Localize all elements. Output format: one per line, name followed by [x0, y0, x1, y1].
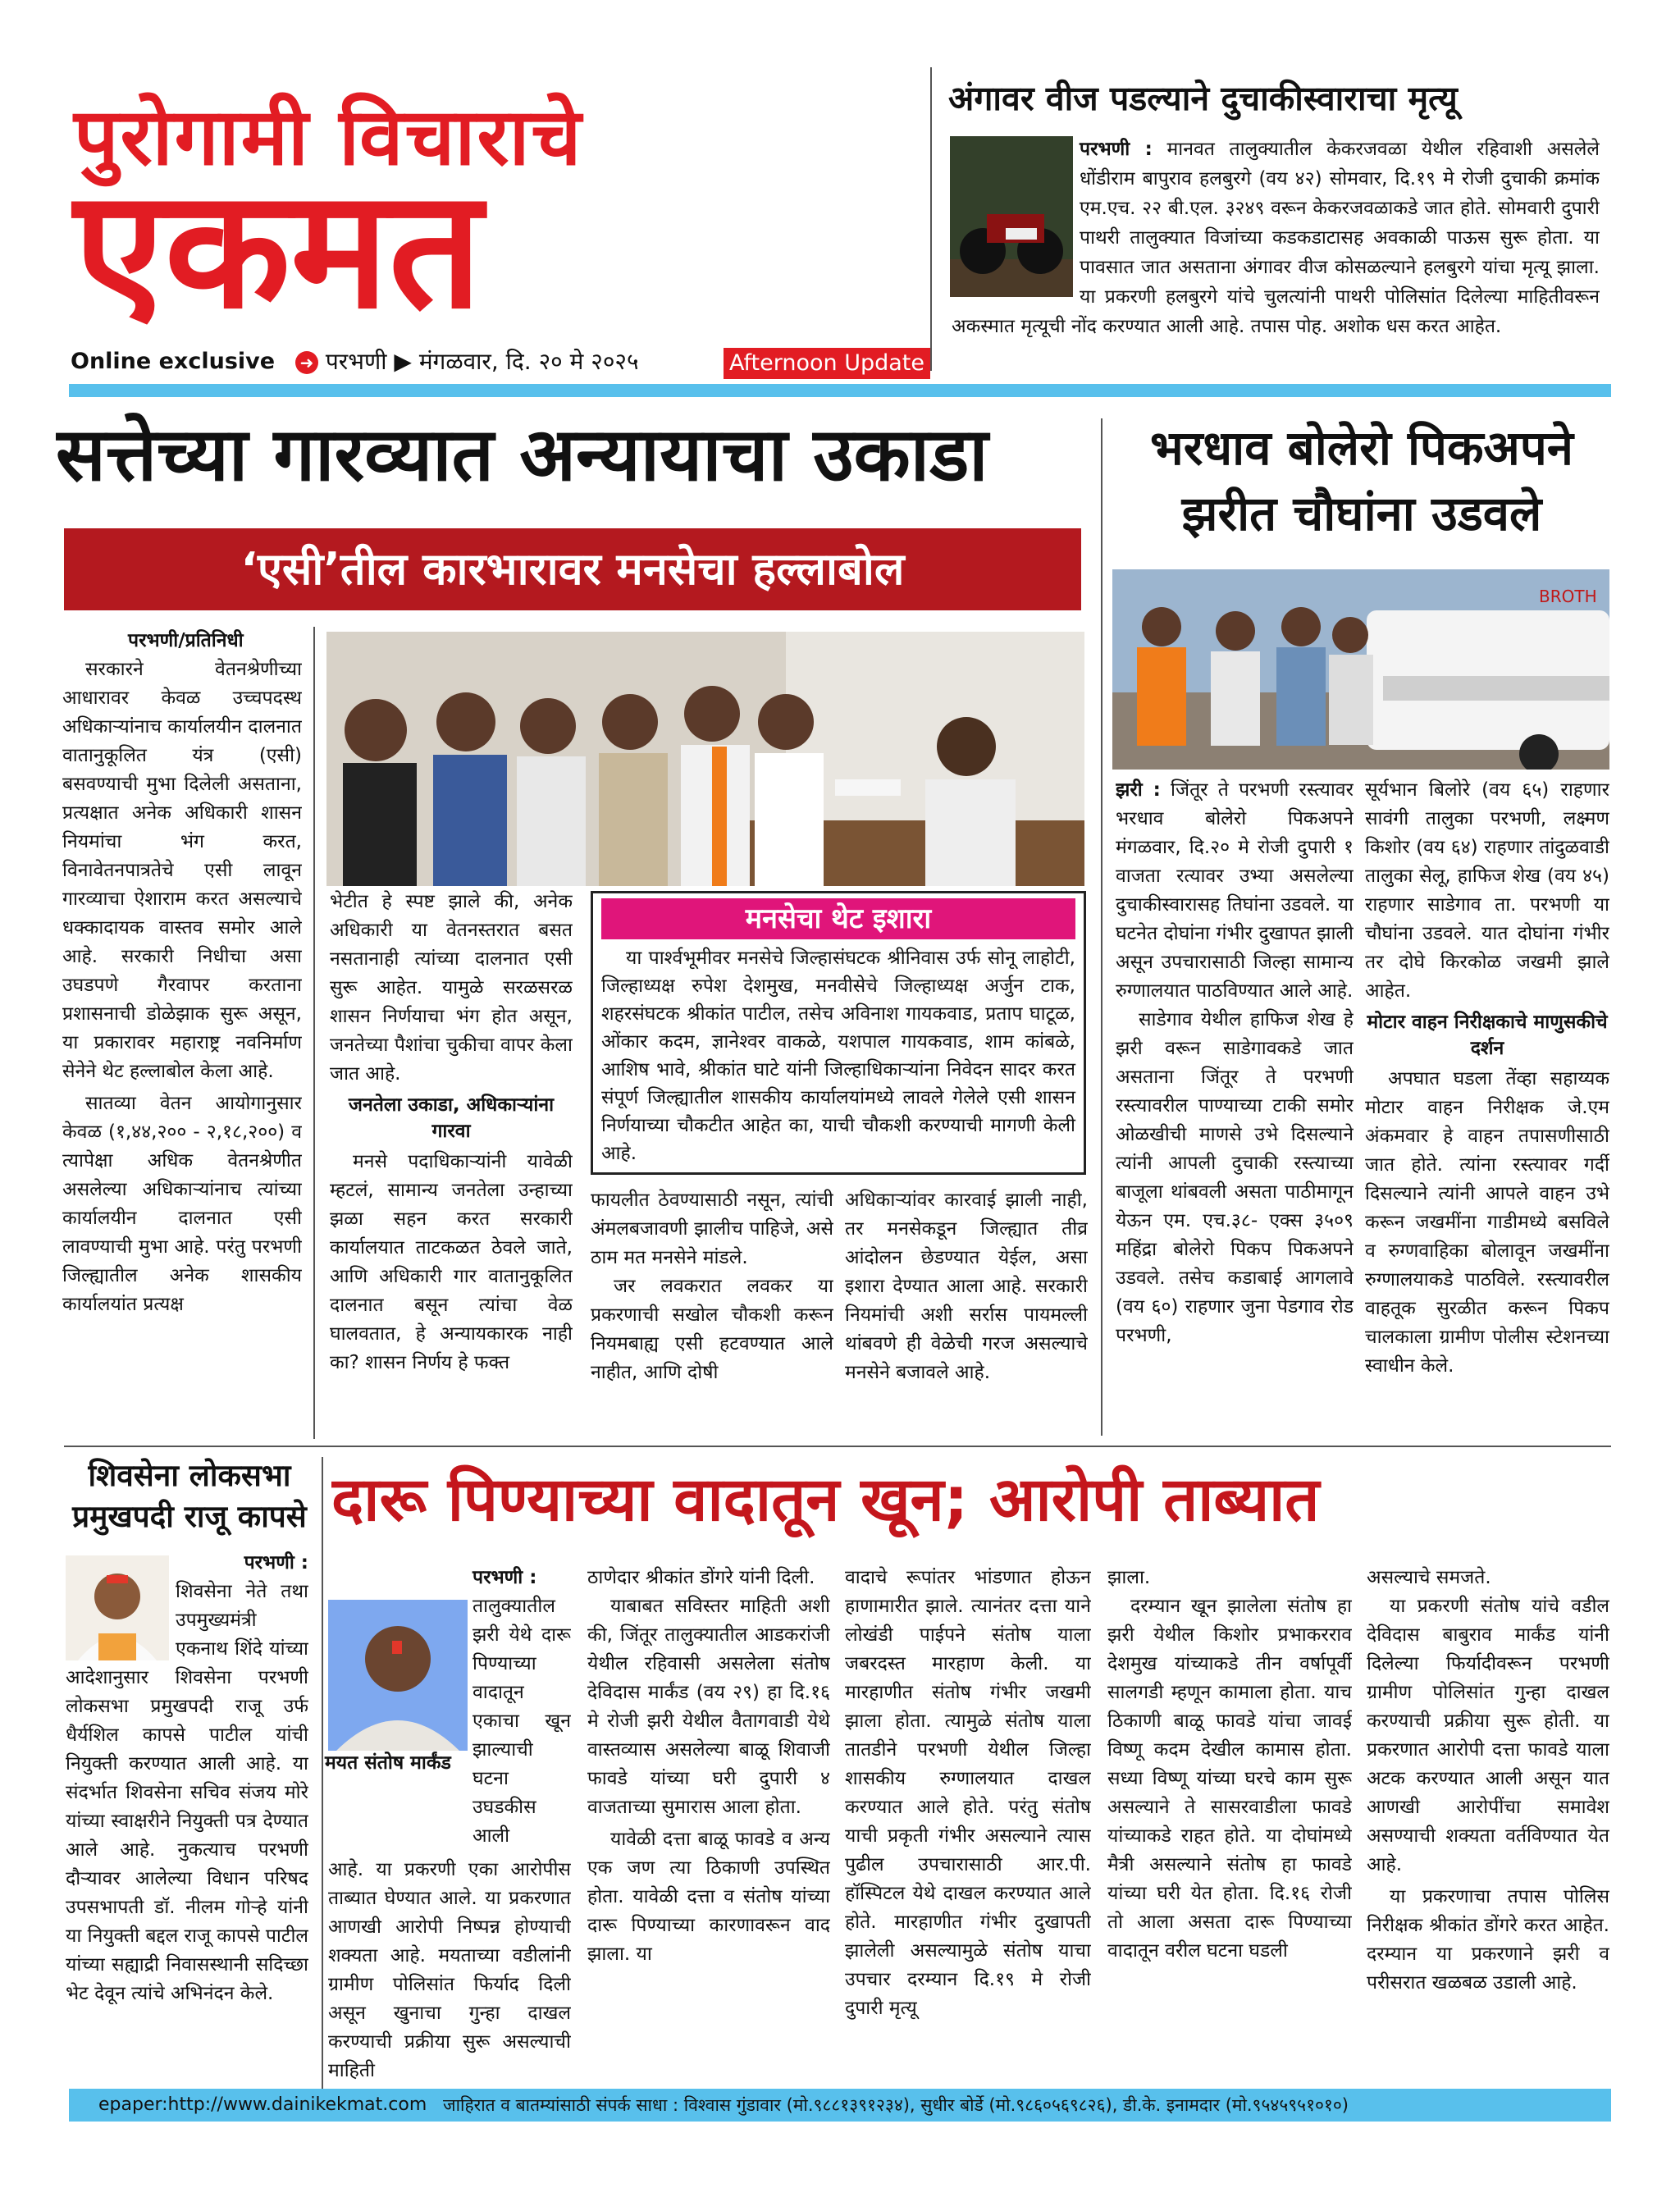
city-label: परभणी	[325, 348, 387, 375]
story2-box-body: या पार्श्वभूमीवर मनसेचे जिल्हासंघटक श्रीनिवास उर्फ सोनू लाहोटी, जिल्हाध्यक्ष रुपेश देशमुख, मनवीसेचे जिल्हाध्यक्ष अर्जुन टाक, शहरसंघटक श्रीकांत पाटील, तसेच अविनाश गायकवाड, प्रताप घाटूळ, ओंकार कदम, ज्ञानेश्वर वाकळे, यशपाल गायकवाड, शाम कांबळे, आशिष भावे, श्रीकांत घाटे यांनी जिल्हाधिकाऱ्यांना निवेदन सादर करत संपूर्ण जिल्ह्यातील शासकीय कार्यालयांमध्ये लावले गेलेले एसी शासन निर्णयाच्या चौकटीत आहेत का, याची चौकशी करण्याची मागणी केली आहे.	[601, 948, 1075, 1164]
story1-text: मानवत तालुक्यातील केकरजवळा येथील रहिवाशी असलेले धोंडीराम बापुराव हलबुरगे (वय ४२) सोमवार, दि.१९ मे रोजी दुचाकी क्रमांक एम.एच. २२ बी.एल. ३२४९ वरून केकरजवळाकडे जात होते. सोमवारी दुपारी पाथरी तालुक्यात विजांच्या कडकडाटासह अवकाळी पाऊस सुरू होता. या पावसात जात असताना अंगावर वीज कोसळल्याने हलबुरगे यांचा मृत्यू झाला. या प्रकरणी हलबुरगे यांचे चुलत्यांनी पाथरी पोलिसांत दिलेल्या माहितीवरून अकस्मात मृत्यूची नोंद करण्यात आली आहे. तपास पोह. अशोक धस करत आहेत.	[952, 139, 1600, 337]
story5-photo-caption: मयत संतोष मार्कंड	[325, 1752, 451, 1774]
section-divider	[64, 1446, 1611, 1447]
story2-subhead: जनतेला उकाडा, अधिकाऱ्यांना गारवा	[348, 1094, 555, 1142]
story4-headline-line1: शिवसेना लोकसभा	[88, 1458, 291, 1493]
story5-col5-para: असल्याचे समजते.	[1367, 1567, 1491, 1588]
play-triangle-icon: ▶	[394, 348, 412, 375]
story5-col2-para: ठाणेदार श्रीकांत डोंगरे यांनी दिली.	[587, 1567, 815, 1588]
story3-subhead: मोटार वाहन निरीक्षकाचे माणुसकीचे दर्शन	[1367, 1012, 1608, 1059]
story3-headline-line1: भरधाव बोलेरो पिकअपने	[1150, 420, 1573, 476]
story2-column-4	[845, 1186, 1088, 1437]
story3-col-b-para1: सूर्यभान बिलोरे (वय ६५) राहणार सावंगी तालुका परभणी, लक्ष्मण किशोर (वय ६४) राहणार तांदुळवाडी तालुका सेलू, हाफिज शेख (वय ४५) राहणार साडेगाव ता. परभणी या चौघांना उडवले. यात दोघांना गंभीर तर दोघे किरकोळ जखमी झाले आहेत.	[1365, 779, 1609, 1002]
story5-col5-para: या प्रकरणाचा तपास पोलिस निरीक्षक श्रीकांत डोंगरे करत आहेत. दरम्यान या प्रकरणाने झरी व परीसरात खळबळ उडाली आहे.	[1367, 1886, 1609, 1994]
story2-col3-para: जर लवकरात लवकर या प्रकरणाची सखोल चौकशी करून नियमबाह्य एसी हटवण्यात आले नाहीत, आणि दोषी	[591, 1276, 833, 1383]
story5-col2-para: यावेळी दत्ता बाळू फावडे व अन्य एक जण त्या ठिकाणी उपस्थित होता. यावेळी दत्ता व संतोष यांच्या दारू पिण्याच्या कारणावरून वाद झाला. या	[587, 1829, 830, 1965]
story2-headline: सत्तेच्या गारव्यात अन्यायाचा उकाडा	[56, 412, 988, 498]
story5-place: परभणी :	[472, 1567, 537, 1588]
story3-place: झरी :	[1116, 779, 1161, 801]
story3-headline-line2: झरीत चौघांना उडवले	[1181, 486, 1542, 541]
date-label: मंगळवार, दि. २० मे २०२५	[418, 348, 639, 375]
story3-col-a-para1	[1116, 776, 1354, 1006]
story4-headline	[62, 1455, 317, 1537]
story5-column-1	[328, 1564, 571, 2089]
footer-epaper[interactable]: epaper:http://www.dainikekmat.com	[98, 2094, 427, 2115]
story5-col4-para: झाला.	[1107, 1567, 1151, 1588]
story5-headline: दारू पिण्याच्या वादातून खून; आरोपी ताब्यात	[331, 1464, 1320, 1535]
story4-place: परभणी :	[244, 1552, 308, 1574]
story2-col3-para: फायलीत ठेवण्यासाठी नसून, त्यांची अंमलबजावणी झालीच पाहिजे, असे ठाम मत मनसेने मांडले.	[591, 1190, 833, 1268]
story3-col-a-text: जिंतूर ते परभणी रस्त्यावर भरधाव बोलेरो पिकअपने मंगळवार, दि.२० मे रोजी दुपारी १ वाजता रत्यावर उभ्या असलेल्या दुचाकीस्वारासह तिघांना उडवले. या घटनेत दोघांना गंभीर दुखापत झाली असून उपचारासाठी जिल्हा सामान्य रुग्णालयात पाठविण्यात आले आहे.	[1116, 779, 1354, 1002]
story5-col5-para: या प्रकरणी संतोष यांचे वडील देविदास बाबुराव मार्कंड यांनी दिलेल्या फिर्यादीवरून परभणी ग्रामीण पोलिसांत गुन्हा दाखल करण्याची प्रक्रीया सुरू होती. या प्रकरणात आरोपी दत्ता फावडे याला अटक करण्यात आली असून यात आणखी आरोपींचा समावेश असण्याची शक्यता वर्तविण्यात येत आहे.	[1367, 1596, 1609, 1875]
story3-col-b-para2: अपघात घडला तेंव्हा सहाय्यक मोटार वाहन निरीक्षक जे.एम अंकमवार हे वाहन तपासणीसाठी जात होते. त्यांना रस्त्यावर गर्दी दिसल्याने त्यांनी आपले वाहन उभे करून जखमींना गाडीमध्ये बसविले व रुग्णवाहिका बोलावून जखमींना रुग्णालयाकडे पाठविले. रस्त्यावरील वाहतूक सुरळीत करून पिकप चालकाला ग्रामीण पोलीस स्टेशनच्या स्वाधीन केले.	[1365, 1068, 1609, 1377]
story2-col2b: मनसे पदाधिकाऱ्यांनी यावेळी म्हटलं, सामान्य जनतेला उन्हाच्या झळा सहन करत सरकारी कार्यालयात ताटकळत ठेवले जाते, आणि अधिकारी गार वातानुकूलित दालनात बसून त्यांचा वेळ घालवतात, हे अन्यायकारक नाही का? शासन निर्णय हे फक्त	[330, 1151, 573, 1373]
story3-column-a	[1116, 776, 1354, 1432]
afternoon-update-badge: Afternoon Update	[724, 348, 930, 379]
masthead-divider	[930, 67, 932, 371]
story5-col2-para: याबाबत सविस्तर माहिती अशी की, जिंतूर तालुक्यातील आडकरांजी येथील रहिवासी असलेला संतोष देविदास मार्कंड (वय २९) हा दि.१६ मे रोजी झरी येथील वैतागवाडी येथे वास्तव्यास असलेल्या बाळू शिवाजी फावडे यांच्या घरी दुपारी ४ वाजताच्या सुमारास आला होता.	[587, 1596, 830, 1818]
vehicle-sign-text: BROTH	[1539, 587, 1597, 606]
story5-col4-para: दरम्यान खून झालेला संतोष हा झरी येथील किशोर प्रभाकरराव देशमुख यांच्याकडे तीन वर्षापूर्वी सालगडी म्हणून कामाला होता. याच ठिकाणी बाळू फावडे यांचा जावई विष्णू कदम देखील कामास होता. सध्या विष्णू यांच्या घरचे काम सुरू असल्याने ते सासरवाडीला फावडे यांच्याकडे राहत होते. या दोघांमध्ये मैत्री असल्याने संतोष हा फावडे यांच्या घरी येत होता. दि.१६ रोजी तो आला असता दारू पिण्याच्या वादातून वरील घटना घडली	[1107, 1596, 1352, 1962]
column-divider	[313, 627, 315, 1439]
story3-column-b	[1365, 776, 1609, 1432]
footer-contact: जाहिरात व बातम्यांसाठी संपर्क साधा : विश्वास गुंडावार (मो.९८८१३९१२३४), सुधीर बोर्डे (मो.९८६०५६९८२६), डी.के. इनामदार (मो.९५४५९५१०१०)	[443, 2095, 1349, 2115]
story5-column-4	[1107, 1564, 1352, 2089]
online-exclusive-label: Online exclusive	[71, 349, 276, 374]
story2-col1-para: सातव्या वेतन आयोगानुसार केवळ (१,४४,२०० - २,१८,२००) व त्यापेक्षा अधिक वेतनश्रेणीत असलेल्या अधिकाऱ्यांनाच त्यांच्या कार्यालयीन दालनात एसी लावण्याची मुभा आहे. परंतु परभणी जिल्ह्यातील अनेक शासकीय कार्यालयांत प्रत्यक्ष	[62, 1093, 302, 1315]
masthead-tagline: पुरोगामी विचाराचे	[74, 91, 583, 183]
arrow-right-icon: ➜	[295, 351, 318, 374]
story2-col2a: भेटीत हे स्पष्ट झाले की, अनेक अधिकारी या वेतनस्तरात बसत नसतानाही त्यांच्या दालनात एसी सुरू आहेत. यामुळे सरळसरळ शासन निर्णयाचा भंग होत असून, जनतेच्या पैशांचा चुकीचा वापर केला जात आहे.	[330, 891, 573, 1085]
story2-place: परभणी/प्रतिनिधी	[128, 630, 244, 651]
story3-photo	[1112, 569, 1609, 770]
story4-body	[66, 1549, 308, 2082]
story2-column-2	[330, 888, 573, 1437]
masthead-name: एकमत	[74, 154, 482, 345]
story2-column-3	[591, 1186, 833, 1437]
column-divider	[322, 1457, 323, 2089]
story5-column-3	[845, 1564, 1091, 2089]
story3-col-a-para2: साडेगाव येथील हाफिज शेख हे झरी वरून साडेगावकडे जात असताना जिंतूर ते परभणी रस्त्यावरील पाण्याच्या टाकी समोर ओळखीची माणसे उभे दिसल्याने त्यांनी आपली दुचाकी रस्त्याच्या बाजूला थांबवली असता पाठीमागून येऊन एम. एच.३८- एक्स ३५०९ महिंद्रा बोलेरो पिकप पिकअपने उडवले. तसेच कडाबाई आगलावे (वय ६०) राहणार जुना पेडगाव रोड परभणी,	[1116, 1009, 1354, 1346]
story4-text: शिवसेना नेते तथा उपमुख्यमंत्री एकनाथ शिंदे यांच्या आदेशानुसार शिवसेना परभणी लोकसभा प्रमुखपदी राजू उर्फ धैर्यशिल कापसे पाटील यांची नियुक्ती करण्यात आली आहे. या संदर्भात शिवसेना सचिव संजय मोरे यांच्या स्वाक्षरीने नियुक्ती पत्र देण्यात आले आहे. नुकत्याच परभणी दौऱ्यावर आलेल्या विधान परिषद उपसभापती डॉ. नीलम गोऱ्हे यांनी या नियुक्ती बद्दल राजू कापसे पाटील यांच्या सह्याद्री निवासस्थानी सदिच्छा भेट देवून त्यांचे अभिनंदन केले.	[66, 1581, 308, 2004]
story2-banner: ‘एसी’तील कारभारावर मनसेचा हल्लाबोल	[64, 528, 1081, 610]
story2-box-title: मनसेचा थेट इशारा	[601, 898, 1075, 939]
story5-col1a: तालुक्यातील झरी येथे दारू पिण्याच्या वादातून एकाचा खून झाल्याची घटना उघडकीस आली	[472, 1596, 571, 1847]
story2-col4: अधिकाऱ्यांवर कारवाई झाली नाही, तर मनसेकडून जिल्ह्यात तीव्र आंदोलन छेडण्यात येईल, असा इशारा देण्यात आला आहे. सरकारी नियमांची अशी सर्रास पायमल्ली थांबवणे ही वेळेची गरज असल्याचे मनसेने बजावले आहे.	[845, 1190, 1088, 1383]
story4-headline-line2: प्रमुखपदी राजू कापसे	[72, 1499, 307, 1534]
column-divider	[1101, 418, 1102, 1436]
story1-headline: अंगावर वीज पडल्याने दुचाकीस्वाराचा मृत्यू	[948, 79, 1458, 118]
top-blue-rule	[69, 384, 1611, 397]
story5-col1-top	[472, 1564, 571, 1592]
story5-column-5	[1367, 1564, 1609, 2089]
story1-body	[952, 135, 1600, 372]
story2-column-1	[62, 627, 302, 1439]
date-line	[295, 348, 639, 376]
story1-place: परभणी :	[1080, 139, 1153, 160]
story2-warning-box	[591, 891, 1086, 1175]
story3-headline	[1116, 415, 1608, 546]
story5-column-2	[587, 1564, 830, 2089]
story2-photo	[326, 632, 1084, 886]
story5-col1b: आहे. या प्रकरणी एका आरोपीस ताब्यात घेण्यात आले. या प्रकरणात आणखी आरोपी निष्पन्न होण्याची शक्यता आहे. मयताच्या वडीलांनी ग्रामीण पोलिसांत फिर्याद दिली असून खुनाचा गुन्हा दाखल करण्याची प्रक्रीया सुरू असल्याची माहिती	[328, 1859, 571, 2081]
story5-col3: वादाचे रूपांतर भांडणात होऊन हाणामारीत झाले. त्यानंतर दत्ता याने लोखंडी पाईपने संतोष याला जबरदस्त मारहाण केली. या मारहाणीत संतोष गंभीर जखमी झाला होता. त्यामुळे संतोष याला तातडीने परभणी येथील जिल्हा शासकीय रुग्णालयात दाखल करण्यात आले होते. परंतु संतोष याची प्रकृती गंभीर असल्याने त्यास पुढील उपचारासाठी आर.पी. हॉस्पिटल येथे दाखल करण्यात आले होते. मारहाणीत गंभीर दुखापती झालेली असल्यामुळे संतोष याचा उपचार दरम्यान दि.१९ मे रोजी दुपारी मृत्यू	[845, 1567, 1091, 2019]
story2-col1-para: सरकारने वेतनश्रेणीच्या आधारावर केवळ उच्चपदस्थ अधिकाऱ्यांनाच कार्यालयीन दालनात वातानुकूलित यंत्र (एसी) बसवण्याची मुभा दिलेली असताना, प्रत्यक्षात अनेक अधिकारी शासन नियमांचा भंग करत, विनावेतनपात्रतेचे एसी लावून गारव्याचा ऐशाराम करत असल्याचे धक्कादायक वास्तव समोर आले आहे. सरकारी निधीचा असा उघडपणे गैरवापर करताना प्रशासनाची डोळेझाक सुरू असून, या प्रकारावर महाराष्ट्र नवनिर्माण सेनेने थेट हल्लाबोल केला आहे.	[62, 659, 302, 1082]
